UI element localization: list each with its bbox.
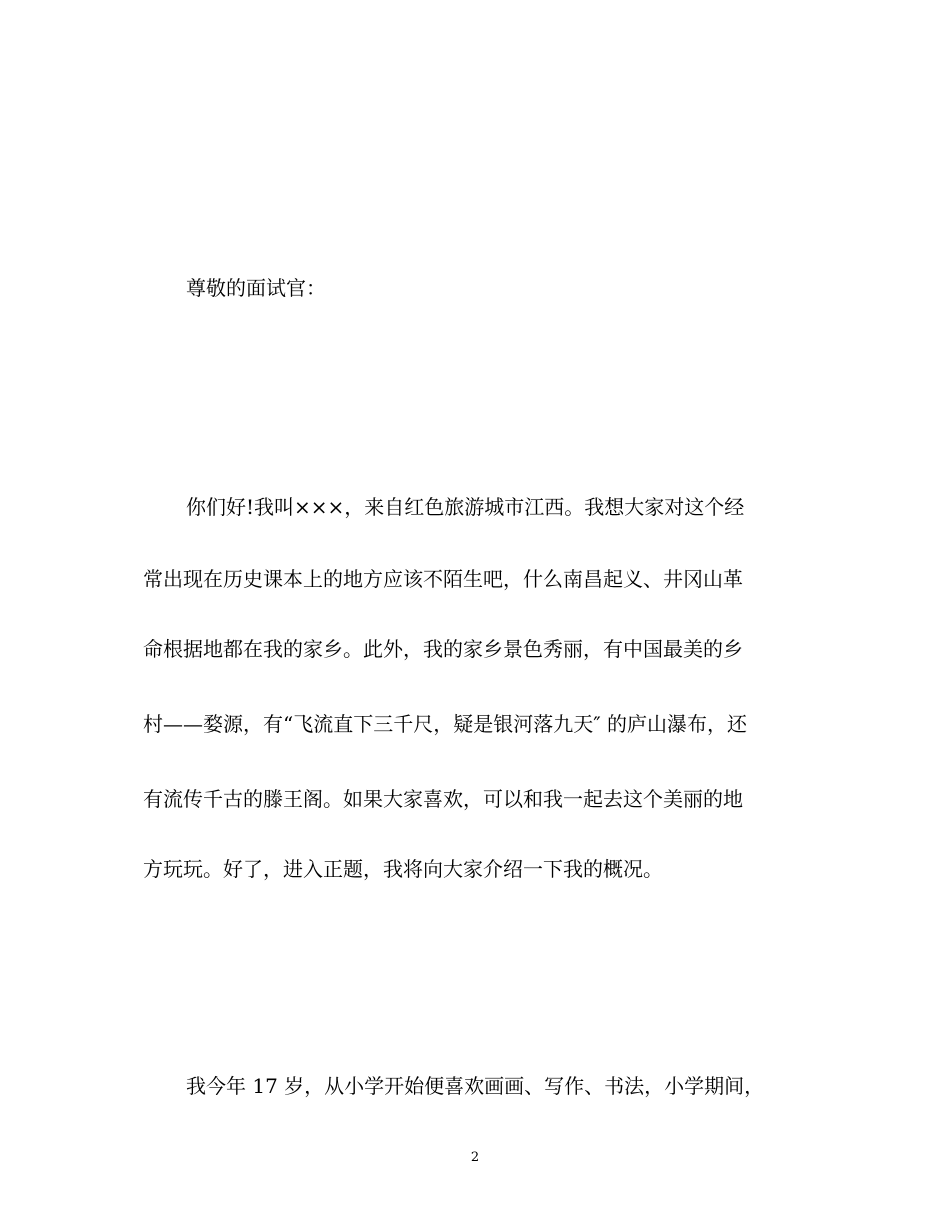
paragraph-1-line-5: 有流传千古的滕王阁。如果大家喜欢，可以和我一起去这个美丽的地 bbox=[143, 787, 743, 811]
paragraph-2-line-1: 我今年 17 岁，从小学开始便喜欢画画、写作、书法，小学期间， bbox=[186, 1074, 765, 1098]
paragraph-1-line-2: 常出现在历史课本上的地方应该不陌生吧，什么南昌起义、井冈山革 bbox=[143, 567, 743, 591]
salutation: 尊敬的面试官： bbox=[186, 276, 326, 300]
paragraph-1-line-1: 你们好!我叫×××，来自红色旅游城市江西。我想大家对这个经 bbox=[186, 495, 745, 519]
paragraph-1-line-4: 村——婺源，有“飞流直下三千尺，疑是银河落九天″ 的庐山瀑布，还 bbox=[143, 712, 748, 736]
page-number: 2 bbox=[470, 1150, 480, 1165]
paragraph-1-line-3: 命根据地都在我的家乡。此外，我的家乡景色秀丽，有中国最美的乡 bbox=[143, 637, 743, 661]
paragraph-1-line-6: 方玩玩。好了，进入正题，我将向大家介绍一下我的概况。 bbox=[143, 857, 663, 881]
